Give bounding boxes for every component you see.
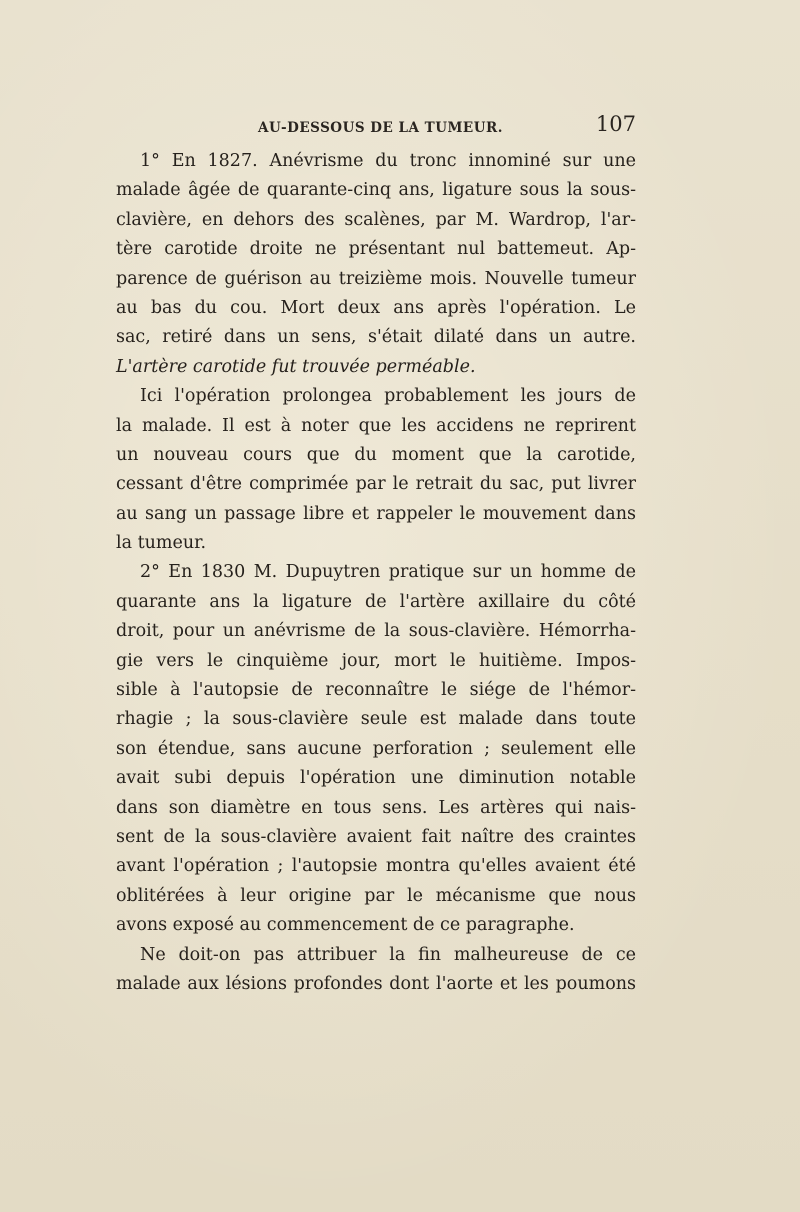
- text-line: la tumeur.: [116, 533, 207, 554]
- text-line: avait subi depuis l'opération une diminution notable: [116, 768, 636, 789]
- text-line: avant l'opération ; l'autopsie montra qu'elles avaient été: [116, 856, 636, 877]
- text-line: quarante ans la ligature de l'artère axillaire du côté: [116, 591, 636, 612]
- text-line: au bas du cou. Mort deux ans après l'opération. Le: [116, 297, 636, 318]
- text-line: rhagie ; la sous-clavière seule est malade dans toute: [116, 709, 636, 730]
- text-line: gie vers le cinquième jour, mort le huitième. Impos-: [116, 650, 636, 671]
- text-line: parence de guérison au treizième mois. Nouvelle tumeur: [116, 268, 636, 289]
- text-line: sible à l'autopsie de reconnaître le siége de l'hémor-: [116, 680, 636, 701]
- text-line: L'artère carotide fut trouvée perméable.: [116, 356, 476, 377]
- text-line: dans son diamètre en tous sens. Les artères qui nais-: [116, 797, 636, 818]
- text-line: malade âgée de quarante-cinq ans, ligature sous la sous-: [116, 180, 636, 201]
- text-line: clavière, en dehors des scalènes, par M. Wardrop, l'ar-: [116, 209, 636, 230]
- text-line: la malade. Il est à noter que les accidens ne reprirent: [116, 415, 636, 436]
- body-text: [116, 147, 636, 999]
- text-line: au sang un passage libre et rappeler le mouvement dans: [116, 503, 636, 524]
- text-line: malade aux lésions profondes dont l'aorte et les poumons: [116, 973, 636, 994]
- text-line: 1° En 1827. Anévrisme du tronc innominé sur une: [140, 151, 636, 171]
- running-title: AU-DESSOUS DE LA TUMEUR.: [258, 120, 503, 136]
- page-header: [120, 112, 636, 142]
- text-line: 2° En 1830 M. Dupuytren pratique sur un homme de: [140, 562, 636, 583]
- text-line: Ici l'opération prolongea probablement les jours de: [140, 386, 636, 407]
- text-line: son étendue, sans aucune perforation ; seulement elle: [116, 738, 636, 759]
- text-line: un nouveau cours que du moment que la carotide,: [116, 444, 636, 465]
- page-number: 107: [595, 112, 636, 136]
- text-line: cessant d'être comprimée par le retrait du sac, put livrer: [116, 474, 636, 495]
- text-line: droit, pour un anévrisme de la sous-clavière. Hémorrha-: [116, 621, 636, 642]
- text-line: avons exposé au commencement de ce paragraphe.: [116, 915, 575, 936]
- text-line: Ne doit-on pas attribuer la fin malheureuse de ce: [140, 944, 636, 965]
- text-line: sac, retiré dans un sens, s'était dilaté dans un autre.: [116, 327, 636, 348]
- text-line: tère carotide droite ne présentant nul battemeut. Ap-: [116, 239, 636, 260]
- text-line: oblitérées à leur origine par le mécanisme que nous: [116, 885, 636, 906]
- text-line: sent de la sous-clavière avaient fait naître des craintes: [116, 826, 636, 847]
